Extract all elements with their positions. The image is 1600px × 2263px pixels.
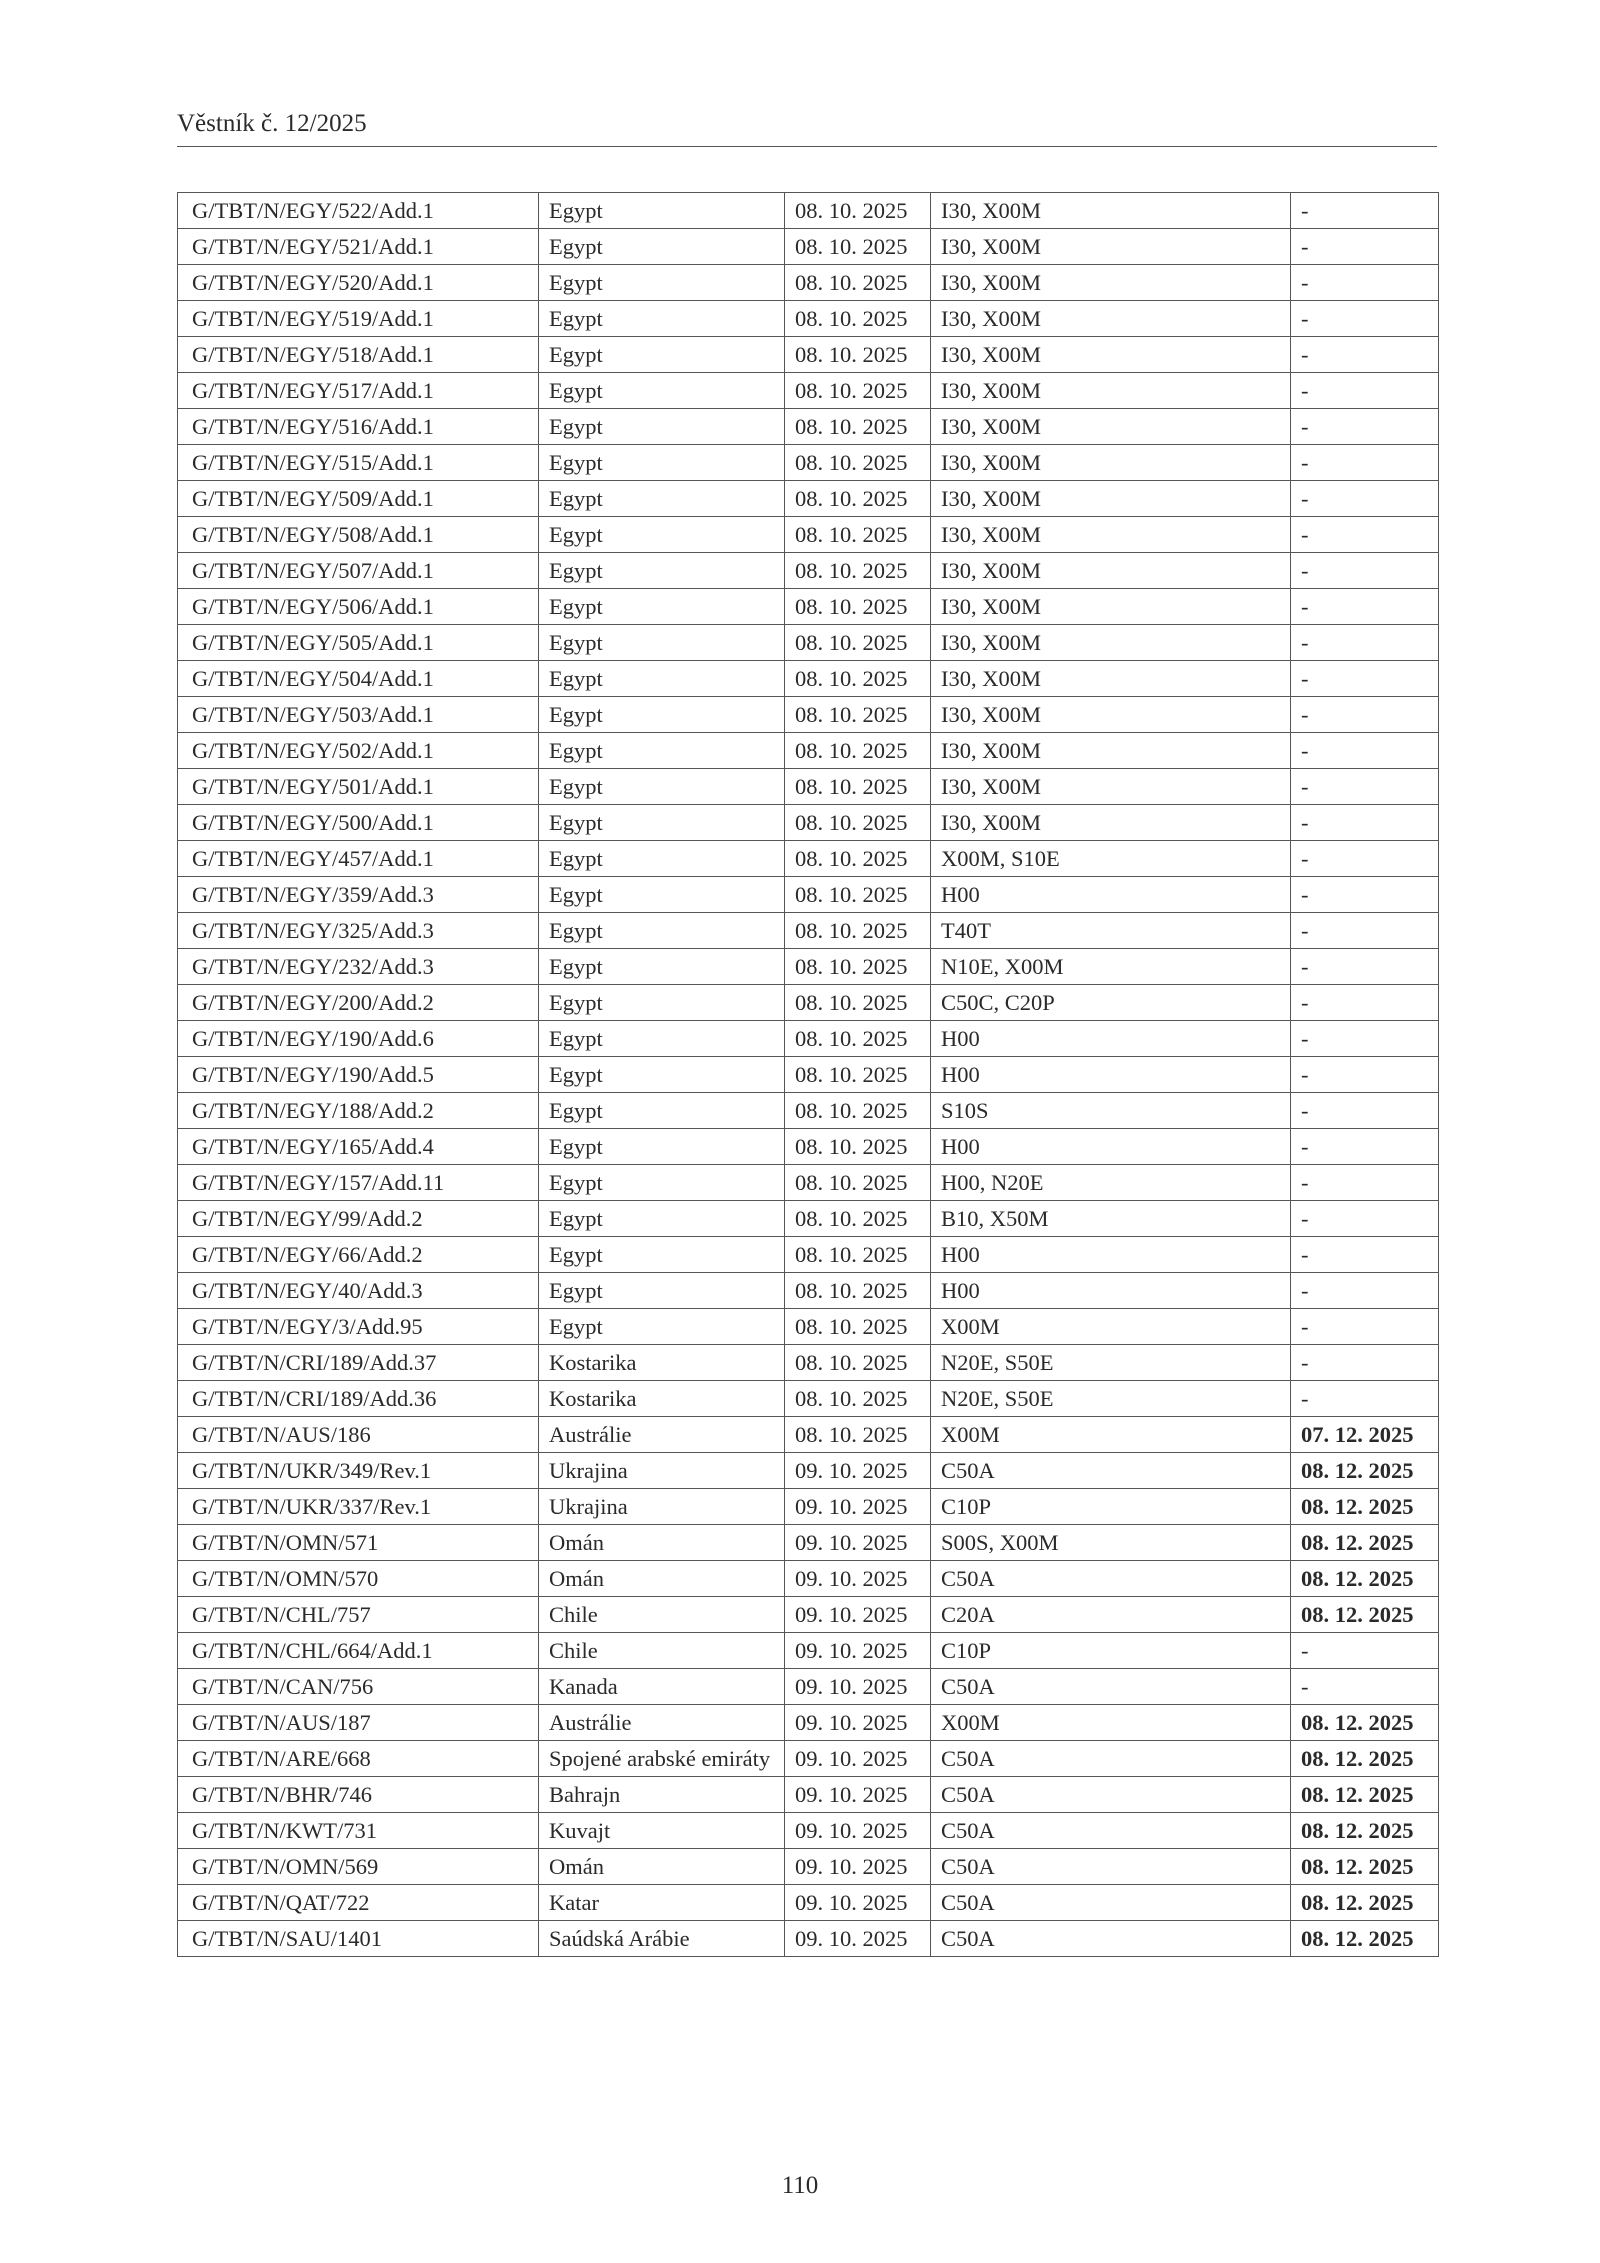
deadline-cell: 08. 12. 2025: [1291, 1813, 1439, 1849]
deadline-cell: 07. 12. 2025: [1291, 1417, 1439, 1453]
date-cell: 08. 10. 2025: [785, 661, 931, 697]
country-cell: Kostarika: [539, 1381, 785, 1417]
date-cell: 08. 10. 2025: [785, 805, 931, 841]
table-row: [178, 985, 1439, 1021]
document-code-cell: G/TBT/N/EGY/503/Add.1: [178, 697, 539, 733]
date-cell: 08. 10. 2025: [785, 1417, 931, 1453]
document-code-cell: G/TBT/N/CRI/189/Add.37: [178, 1345, 539, 1381]
document-code-cell: G/TBT/N/OMN/569: [178, 1849, 539, 1885]
deadline-cell: -: [1291, 265, 1439, 301]
deadline-cell: -: [1291, 553, 1439, 589]
deadline-cell: -: [1291, 1021, 1439, 1057]
date-cell: 08. 10. 2025: [785, 697, 931, 733]
date-cell: 08. 10. 2025: [785, 301, 931, 337]
deadline-cell: -: [1291, 409, 1439, 445]
code-cell: I30, X00M: [931, 697, 1291, 733]
document-code-cell: G/TBT/N/EGY/504/Add.1: [178, 661, 539, 697]
document-code-cell: G/TBT/N/EGY/521/Add.1: [178, 229, 539, 265]
code-cell: S10S: [931, 1093, 1291, 1129]
deadline-cell: -: [1291, 1273, 1439, 1309]
document-code-cell: G/TBT/N/EGY/325/Add.3: [178, 913, 539, 949]
country-cell: Saúdská Arábie: [539, 1921, 785, 1957]
table-row: [178, 1309, 1439, 1345]
deadline-cell: -: [1291, 661, 1439, 697]
date-cell: 09. 10. 2025: [785, 1921, 931, 1957]
document-code-cell: G/TBT/N/EGY/200/Add.2: [178, 985, 539, 1021]
country-cell: Egypt: [539, 1237, 785, 1273]
notifications-table: [177, 192, 1439, 1957]
country-cell: Egypt: [539, 841, 785, 877]
code-cell: C50A: [931, 1741, 1291, 1777]
document-code-cell: G/TBT/N/EGY/457/Add.1: [178, 841, 539, 877]
date-cell: 08. 10. 2025: [785, 841, 931, 877]
table-row: [178, 1741, 1439, 1777]
table-row: [178, 1597, 1439, 1633]
page-header-title: Věstník č. 12/2025: [177, 110, 367, 137]
table-row: [178, 589, 1439, 625]
deadline-cell: -: [1291, 1093, 1439, 1129]
table-row: [178, 661, 1439, 697]
table-row: [178, 1201, 1439, 1237]
date-cell: 08. 10. 2025: [785, 1381, 931, 1417]
date-cell: 08. 10. 2025: [785, 409, 931, 445]
country-cell: Chile: [539, 1633, 785, 1669]
country-cell: Egypt: [539, 1021, 785, 1057]
code-cell: C50C, C20P: [931, 985, 1291, 1021]
date-cell: 09. 10. 2025: [785, 1453, 931, 1489]
deadline-cell: 08. 12. 2025: [1291, 1561, 1439, 1597]
table-row: [178, 1489, 1439, 1525]
date-cell: 08. 10. 2025: [785, 913, 931, 949]
table-row: [178, 265, 1439, 301]
code-cell: N20E, S50E: [931, 1345, 1291, 1381]
table-row: [178, 1921, 1439, 1957]
date-cell: 08. 10. 2025: [785, 1129, 931, 1165]
country-cell: Kanada: [539, 1669, 785, 1705]
deadline-cell: -: [1291, 373, 1439, 409]
document-code-cell: G/TBT/N/QAT/722: [178, 1885, 539, 1921]
code-cell: I30, X00M: [931, 265, 1291, 301]
date-cell: 08. 10. 2025: [785, 1237, 931, 1273]
code-cell: I30, X00M: [931, 589, 1291, 625]
code-cell: I30, X00M: [931, 625, 1291, 661]
document-code-cell: G/TBT/N/UKR/349/Rev.1: [178, 1453, 539, 1489]
date-cell: 08. 10. 2025: [785, 193, 931, 229]
date-cell: 08. 10. 2025: [785, 481, 931, 517]
header-divider: [177, 146, 1437, 147]
country-cell: Bahrajn: [539, 1777, 785, 1813]
deadline-cell: -: [1291, 1309, 1439, 1345]
deadline-cell: 08. 12. 2025: [1291, 1705, 1439, 1741]
code-cell: X00M, S10E: [931, 841, 1291, 877]
table-row: [178, 481, 1439, 517]
document-code-cell: G/TBT/N/AUS/187: [178, 1705, 539, 1741]
table-row: [178, 445, 1439, 481]
document-code-cell: G/TBT/N/EGY/522/Add.1: [178, 193, 539, 229]
table-row: [178, 1021, 1439, 1057]
date-cell: 08. 10. 2025: [785, 877, 931, 913]
date-cell: 08. 10. 2025: [785, 1165, 931, 1201]
table-row: [178, 1885, 1439, 1921]
deadline-cell: -: [1291, 805, 1439, 841]
country-cell: Egypt: [539, 805, 785, 841]
country-cell: Egypt: [539, 1129, 785, 1165]
code-cell: H00: [931, 1273, 1291, 1309]
country-cell: Egypt: [539, 985, 785, 1021]
code-cell: C10P: [931, 1633, 1291, 1669]
date-cell: 09. 10. 2025: [785, 1741, 931, 1777]
table-row: [178, 1237, 1439, 1273]
document-code-cell: G/TBT/N/EGY/359/Add.3: [178, 877, 539, 913]
code-cell: X00M: [931, 1705, 1291, 1741]
date-cell: 08. 10. 2025: [785, 1273, 931, 1309]
country-cell: Egypt: [539, 1093, 785, 1129]
country-cell: Omán: [539, 1525, 785, 1561]
country-cell: Egypt: [539, 697, 785, 733]
document-code-cell: G/TBT/N/EGY/3/Add.95: [178, 1309, 539, 1345]
date-cell: 08. 10. 2025: [785, 1309, 931, 1345]
document-code-cell: G/TBT/N/EGY/508/Add.1: [178, 517, 539, 553]
code-cell: C50A: [931, 1561, 1291, 1597]
country-cell: Egypt: [539, 625, 785, 661]
country-cell: Egypt: [539, 1309, 785, 1345]
country-cell: Egypt: [539, 1273, 785, 1309]
code-cell: N20E, S50E: [931, 1381, 1291, 1417]
table-row: [178, 625, 1439, 661]
table-row: [178, 1849, 1439, 1885]
country-cell: Egypt: [539, 265, 785, 301]
deadline-cell: -: [1291, 1381, 1439, 1417]
table-row: [178, 517, 1439, 553]
table-row: [178, 1381, 1439, 1417]
date-cell: 08. 10. 2025: [785, 1057, 931, 1093]
code-cell: C50A: [931, 1921, 1291, 1957]
country-cell: Omán: [539, 1561, 785, 1597]
deadline-cell: -: [1291, 589, 1439, 625]
country-cell: Egypt: [539, 1201, 785, 1237]
country-cell: Egypt: [539, 1057, 785, 1093]
country-cell: Egypt: [539, 445, 785, 481]
code-cell: H00: [931, 1129, 1291, 1165]
table-row: [178, 553, 1439, 589]
date-cell: 08. 10. 2025: [785, 1201, 931, 1237]
document-code-cell: G/TBT/N/CRI/189/Add.36: [178, 1381, 539, 1417]
table-row: [178, 1777, 1439, 1813]
document-code-cell: G/TBT/N/EGY/519/Add.1: [178, 301, 539, 337]
table-row: [178, 1561, 1439, 1597]
country-cell: Katar: [539, 1885, 785, 1921]
document-code-cell: G/TBT/N/AUS/186: [178, 1417, 539, 1453]
date-cell: 09. 10. 2025: [785, 1597, 931, 1633]
date-cell: 08. 10. 2025: [785, 1021, 931, 1057]
code-cell: T40T: [931, 913, 1291, 949]
date-cell: 09. 10. 2025: [785, 1561, 931, 1597]
deadline-cell: -: [1291, 445, 1439, 481]
deadline-cell: -: [1291, 481, 1439, 517]
table-row: [178, 697, 1439, 733]
country-cell: Austrálie: [539, 1417, 785, 1453]
date-cell: 09. 10. 2025: [785, 1777, 931, 1813]
document-code-cell: G/TBT/N/EGY/502/Add.1: [178, 733, 539, 769]
document-code-cell: G/TBT/N/CAN/756: [178, 1669, 539, 1705]
deadline-cell: -: [1291, 1165, 1439, 1201]
code-cell: I30, X00M: [931, 517, 1291, 553]
document-code-cell: G/TBT/N/CHL/664/Add.1: [178, 1633, 539, 1669]
table-row: [178, 1417, 1439, 1453]
table-row: [178, 1129, 1439, 1165]
date-cell: 08. 10. 2025: [785, 589, 931, 625]
country-cell: Egypt: [539, 877, 785, 913]
country-cell: Omán: [539, 1849, 785, 1885]
date-cell: 08. 10. 2025: [785, 733, 931, 769]
table-row: [178, 1057, 1439, 1093]
date-cell: 08. 10. 2025: [785, 625, 931, 661]
table-row: [178, 193, 1439, 229]
code-cell: C50A: [931, 1849, 1291, 1885]
deadline-cell: 08. 12. 2025: [1291, 1525, 1439, 1561]
date-cell: 09. 10. 2025: [785, 1849, 931, 1885]
country-cell: Egypt: [539, 553, 785, 589]
date-cell: 08. 10. 2025: [785, 985, 931, 1021]
document-code-cell: G/TBT/N/OMN/571: [178, 1525, 539, 1561]
date-cell: 08. 10. 2025: [785, 373, 931, 409]
table-row: [178, 733, 1439, 769]
deadline-cell: -: [1291, 949, 1439, 985]
document-code-cell: G/TBT/N/UKR/337/Rev.1: [178, 1489, 539, 1525]
table-row: [178, 1093, 1439, 1129]
code-cell: H00: [931, 1021, 1291, 1057]
table-row: [178, 1273, 1439, 1309]
country-cell: Chile: [539, 1597, 785, 1633]
date-cell: 08. 10. 2025: [785, 337, 931, 373]
date-cell: 08. 10. 2025: [785, 445, 931, 481]
document-code-cell: G/TBT/N/EGY/507/Add.1: [178, 553, 539, 589]
date-cell: 08. 10. 2025: [785, 1093, 931, 1129]
document-code-cell: G/TBT/N/KWT/731: [178, 1813, 539, 1849]
deadline-cell: -: [1291, 877, 1439, 913]
table-row: [178, 913, 1439, 949]
code-cell: H00: [931, 1237, 1291, 1273]
country-cell: Austrálie: [539, 1705, 785, 1741]
deadline-cell: -: [1291, 1345, 1439, 1381]
deadline-cell: 08. 12. 2025: [1291, 1921, 1439, 1957]
deadline-cell: -: [1291, 1201, 1439, 1237]
deadline-cell: 08. 12. 2025: [1291, 1453, 1439, 1489]
code-cell: S00S, X00M: [931, 1525, 1291, 1561]
date-cell: 09. 10. 2025: [785, 1525, 931, 1561]
page-number: 110: [781, 2172, 819, 2199]
code-cell: C50A: [931, 1453, 1291, 1489]
table-row: [178, 1705, 1439, 1741]
code-cell: N10E, X00M: [931, 949, 1291, 985]
code-cell: X00M: [931, 1417, 1291, 1453]
date-cell: 08. 10. 2025: [785, 553, 931, 589]
date-cell: 08. 10. 2025: [785, 949, 931, 985]
document-code-cell: G/TBT/N/EGY/66/Add.2: [178, 1237, 539, 1273]
table-row: [178, 805, 1439, 841]
deadline-cell: -: [1291, 733, 1439, 769]
deadline-cell: 08. 12. 2025: [1291, 1777, 1439, 1813]
deadline-cell: -: [1291, 625, 1439, 661]
deadline-cell: -: [1291, 913, 1439, 949]
document-code-cell: G/TBT/N/SAU/1401: [178, 1921, 539, 1957]
deadline-cell: -: [1291, 229, 1439, 265]
code-cell: I30, X00M: [931, 193, 1291, 229]
document-code-cell: G/TBT/N/EGY/157/Add.11: [178, 1165, 539, 1201]
code-cell: I30, X00M: [931, 337, 1291, 373]
country-cell: Egypt: [539, 733, 785, 769]
table-row: [178, 1669, 1439, 1705]
deadline-cell: -: [1291, 337, 1439, 373]
country-cell: Egypt: [539, 409, 785, 445]
country-cell: Egypt: [539, 1165, 785, 1201]
document-code-cell: G/TBT/N/EGY/190/Add.6: [178, 1021, 539, 1057]
document-code-cell: G/TBT/N/EGY/506/Add.1: [178, 589, 539, 625]
date-cell: 08. 10. 2025: [785, 1345, 931, 1381]
country-cell: Ukrajina: [539, 1453, 785, 1489]
deadline-cell: -: [1291, 985, 1439, 1021]
code-cell: C10P: [931, 1489, 1291, 1525]
country-cell: Kuvajt: [539, 1813, 785, 1849]
deadline-cell: -: [1291, 1633, 1439, 1669]
code-cell: B10, X50M: [931, 1201, 1291, 1237]
document-code-cell: G/TBT/N/EGY/516/Add.1: [178, 409, 539, 445]
date-cell: 09. 10. 2025: [785, 1669, 931, 1705]
deadline-cell: 08. 12. 2025: [1291, 1885, 1439, 1921]
code-cell: I30, X00M: [931, 733, 1291, 769]
code-cell: I30, X00M: [931, 769, 1291, 805]
country-cell: Egypt: [539, 913, 785, 949]
code-cell: I30, X00M: [931, 409, 1291, 445]
country-cell: Spojené arabské emiráty: [539, 1741, 785, 1777]
document-code-cell: G/TBT/N/OMN/570: [178, 1561, 539, 1597]
code-cell: I30, X00M: [931, 481, 1291, 517]
table-row: [178, 877, 1439, 913]
table-row: [178, 337, 1439, 373]
country-cell: Ukrajina: [539, 1489, 785, 1525]
table-row: [178, 1633, 1439, 1669]
code-cell: I30, X00M: [931, 661, 1291, 697]
country-cell: Egypt: [539, 769, 785, 805]
country-cell: Egypt: [539, 229, 785, 265]
date-cell: 08. 10. 2025: [785, 769, 931, 805]
table-row: [178, 1345, 1439, 1381]
table-row: [178, 949, 1439, 985]
country-cell: Kostarika: [539, 1345, 785, 1381]
document-code-cell: G/TBT/N/CHL/757: [178, 1597, 539, 1633]
deadline-cell: -: [1291, 1129, 1439, 1165]
country-cell: Egypt: [539, 517, 785, 553]
code-cell: I30, X00M: [931, 301, 1291, 337]
date-cell: 09. 10. 2025: [785, 1813, 931, 1849]
document-code-cell: G/TBT/N/EGY/165/Add.4: [178, 1129, 539, 1165]
table-row: [178, 1525, 1439, 1561]
document-code-cell: G/TBT/N/EGY/188/Add.2: [178, 1093, 539, 1129]
table-row: [178, 769, 1439, 805]
deadline-cell: -: [1291, 1669, 1439, 1705]
document-code-cell: G/TBT/N/EGY/517/Add.1: [178, 373, 539, 409]
deadline-cell: -: [1291, 1237, 1439, 1273]
deadline-cell: -: [1291, 697, 1439, 733]
country-cell: Egypt: [539, 337, 785, 373]
document-code-cell: G/TBT/N/EGY/505/Add.1: [178, 625, 539, 661]
document-code-cell: G/TBT/N/EGY/190/Add.5: [178, 1057, 539, 1093]
document-code-cell: G/TBT/N/ARE/668: [178, 1741, 539, 1777]
code-cell: I30, X00M: [931, 805, 1291, 841]
date-cell: 09. 10. 2025: [785, 1885, 931, 1921]
document-code-cell: G/TBT/N/EGY/500/Add.1: [178, 805, 539, 841]
document-code-cell: G/TBT/N/EGY/40/Add.3: [178, 1273, 539, 1309]
deadline-cell: 08. 12. 2025: [1291, 1597, 1439, 1633]
code-cell: C50A: [931, 1813, 1291, 1849]
code-cell: C20A: [931, 1597, 1291, 1633]
deadline-cell: 08. 12. 2025: [1291, 1489, 1439, 1525]
code-cell: I30, X00M: [931, 373, 1291, 409]
document-code-cell: G/TBT/N/EGY/99/Add.2: [178, 1201, 539, 1237]
code-cell: C50A: [931, 1885, 1291, 1921]
country-cell: Egypt: [539, 949, 785, 985]
document-code-cell: G/TBT/N/BHR/746: [178, 1777, 539, 1813]
date-cell: 08. 10. 2025: [785, 229, 931, 265]
country-cell: Egypt: [539, 481, 785, 517]
document-code-cell: G/TBT/N/EGY/501/Add.1: [178, 769, 539, 805]
code-cell: I30, X00M: [931, 445, 1291, 481]
table-row: [178, 1453, 1439, 1489]
document-code-cell: G/TBT/N/EGY/520/Add.1: [178, 265, 539, 301]
date-cell: 08. 10. 2025: [785, 265, 931, 301]
deadline-cell: 08. 12. 2025: [1291, 1849, 1439, 1885]
date-cell: 09. 10. 2025: [785, 1489, 931, 1525]
country-cell: Egypt: [539, 661, 785, 697]
table-row: [178, 841, 1439, 877]
country-cell: Egypt: [539, 193, 785, 229]
date-cell: 09. 10. 2025: [785, 1705, 931, 1741]
country-cell: Egypt: [539, 301, 785, 337]
code-cell: H00: [931, 877, 1291, 913]
table-row: [178, 1165, 1439, 1201]
code-cell: I30, X00M: [931, 229, 1291, 265]
document-code-cell: G/TBT/N/EGY/232/Add.3: [178, 949, 539, 985]
deadline-cell: -: [1291, 841, 1439, 877]
table-row: [178, 373, 1439, 409]
deadline-cell: -: [1291, 517, 1439, 553]
deadline-cell: -: [1291, 193, 1439, 229]
code-cell: I30, X00M: [931, 553, 1291, 589]
table-row: [178, 1813, 1439, 1849]
deadline-cell: 08. 12. 2025: [1291, 1741, 1439, 1777]
date-cell: 09. 10. 2025: [785, 1633, 931, 1669]
code-cell: H00, N20E: [931, 1165, 1291, 1201]
code-cell: C50A: [931, 1777, 1291, 1813]
deadline-cell: -: [1291, 301, 1439, 337]
date-cell: 08. 10. 2025: [785, 517, 931, 553]
country-cell: Egypt: [539, 373, 785, 409]
deadline-cell: -: [1291, 1057, 1439, 1093]
deadline-cell: -: [1291, 769, 1439, 805]
document-code-cell: G/TBT/N/EGY/515/Add.1: [178, 445, 539, 481]
table-row: [178, 409, 1439, 445]
code-cell: C50A: [931, 1669, 1291, 1705]
country-cell: Egypt: [539, 589, 785, 625]
table-row: [178, 301, 1439, 337]
code-cell: X00M: [931, 1309, 1291, 1345]
document-code-cell: G/TBT/N/EGY/509/Add.1: [178, 481, 539, 517]
code-cell: H00: [931, 1057, 1291, 1093]
document-code-cell: G/TBT/N/EGY/518/Add.1: [178, 337, 539, 373]
table-row: [178, 229, 1439, 265]
